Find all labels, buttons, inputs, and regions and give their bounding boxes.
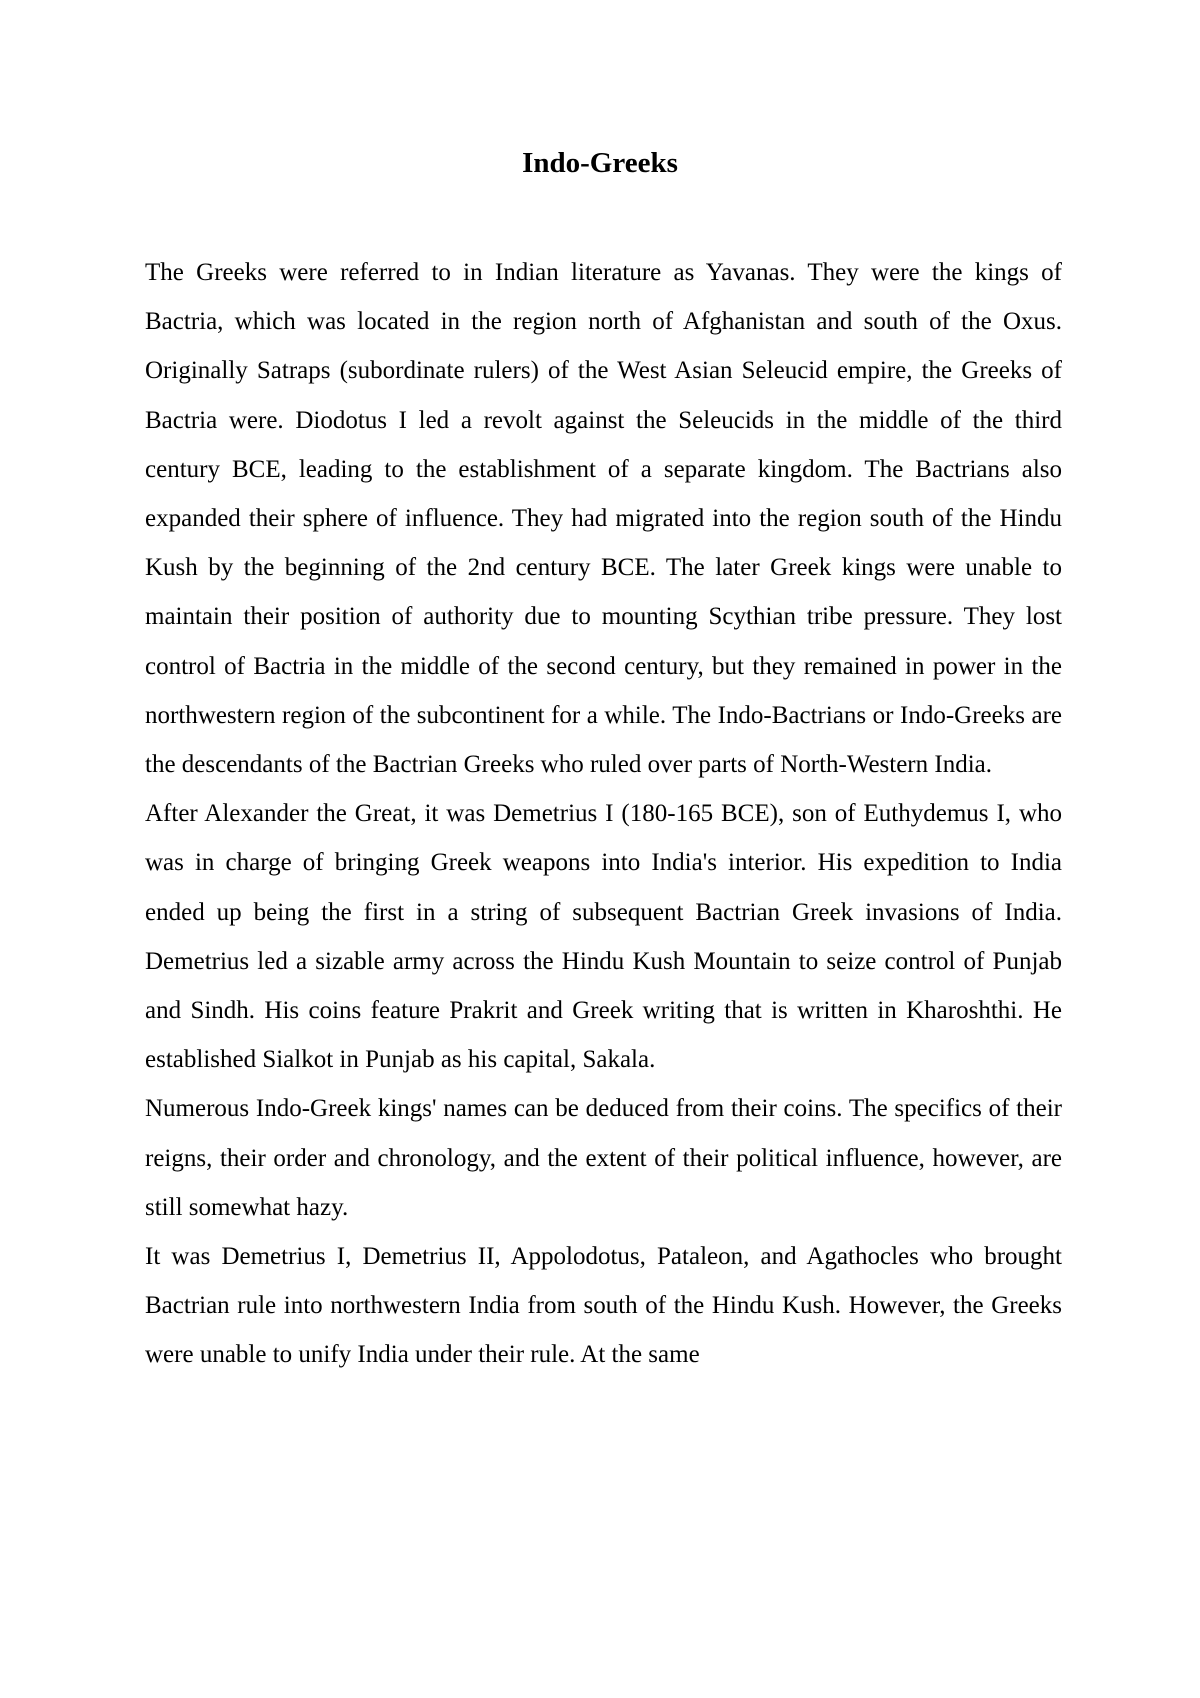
document-body	[145, 248, 1062, 1380]
paragraph: The Greeks were referred to in Indian literature as Yavanas. They were the kings of Bactria, which was located in the region north of Afghanistan and south of the Oxus. Originally Satraps (subordinate rulers) of the West Asian Seleucid empire, the Greeks of Bactria were. Diodotus I led a revolt against the Seleucids in the middle of the third century BCE, leading to the establishment of a separate kingdom. The Bactrians also expanded their sphere of influence. They had migrated into the region south of the Hindu Kush by the beginning of the 2nd century BCE. The later Greek kings were unable to maintain their position of authority due to mounting Scythian tribe pressure. They lost control of Bactria in the middle of the second century, but they remained in power in the northwestern region of the subcontinent for a while. The Indo-Bactrians or Indo-Greeks are the descendants of the Bactrian Greeks who ruled over parts of North-Western India.	[145, 259, 1062, 779]
paragraph: It was Demetrius I, Demetrius II, Appolodotus, Pataleon, and Agathocles who brought Bactrian rule into northwestern India from south of the Hindu Kush. However, the Greeks were unable to unify India under their rule. At the same	[145, 1243, 1062, 1369]
paragraph: After Alexander the Great, it was Demetrius I (180-165 BCE), son of Euthydemus I, who was in charge of bringing Greek weapons into India's interior. His expedition to India ended up being the first in a string of subsequent Bactrian Greek invasions of India. Demetrius led a sizable army across the Hindu Kush Mountain to seize control of Punjab and Sindh. His coins feature Prakrit and Greek writing that is written in Kharoshthi. He established Sialkot in Punjab as his capital, Sakala.	[145, 800, 1062, 1074]
page-title: Indo-Greeks	[522, 147, 678, 179]
paragraph: Numerous Indo-Greek kings' names can be deduced from their coins. The specifics of their reigns, their order and chronology, and the extent of their political influence, however, are still somewhat hazy.	[145, 1095, 1062, 1221]
